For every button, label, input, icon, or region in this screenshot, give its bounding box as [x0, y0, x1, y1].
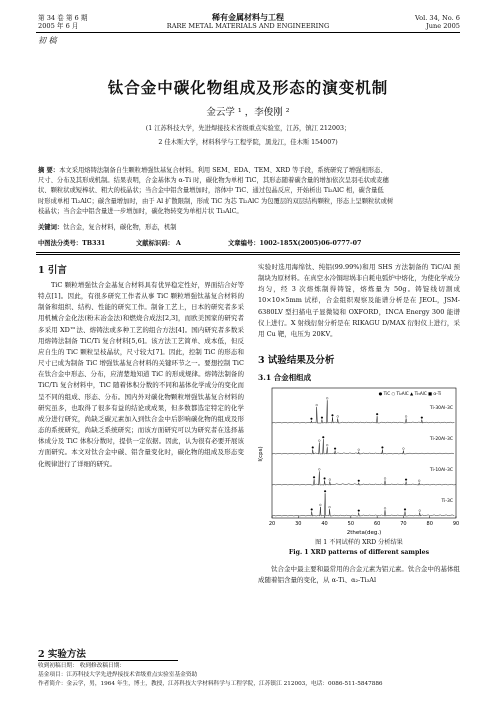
section-3-1-heading: 3.1 合金相组成 [258, 373, 312, 382]
x-tick-label: 80 [426, 521, 433, 527]
peak-marker [404, 509, 406, 511]
journal-name-en: RARE METAL MATERIALS AND ENGINEERING [166, 22, 330, 30]
peak-marker [322, 436, 324, 438]
figure-caption-en: Fig. 1 XRD patterns of different samples [288, 549, 430, 556]
peak-marker [337, 416, 339, 418]
peak-marker [329, 479, 331, 481]
peak-marker [382, 447, 384, 449]
x-tick-label: 20 [268, 521, 276, 527]
x-tick-label: 60 [373, 521, 381, 527]
section-1-body: TiC 颗粒增强钛合金基复合材料具有优异稳定性好，界面结合好等特点[1]。因此，有很多研究工作者从事 TiC 颗粒增强钛基复合材料的制备和组织、结构、性能的研究工作。制备工艺上，日本的研究者多采用机械合金化法(粉末冶金法)和燃烧合成法[2,3]，而欧美国家的研究者多采用 XD™法、熔铸法或多种工艺的组合方法[4]。国内研究者多数采用熔铸法制备 TiC/Ti 复合材料[5,6]。该方法工艺简单、成本低，但反应自生的 TiC 颗粒呈枝晶状，尺寸较大[7]。因此，控制 TiC 的形态和尺寸已成为制备 TiC 增强钛基复合材料的关键环节之一。要想控制 TiC 在钛合金中形态、分布，应清楚地知道 TiC 的形成规律。熔铸法制备的 TiC/Ti 复合材料中，TiC 随着体积分数的不同和基体化学成分的变化而呈不同的组成、形态、分布。国内外对碳化物颗粒增强钛基复合材料的研究虽多，也取得了很多有益的结论或成果，但多数都选定特定的化学成分进行研究，尚缺乏碳元素加入到钛合金中后影响碳化物的组成及形态的系统研究，尚缺乏系统研究；而该方面研究可以为研究者在选择基体成分及 TiC 体积分数时，提供一定依据。因此，认为很有必要开展该方面研究。本文对钛合金中碳、铝含量变化时，碳化物的组成及形态变化规律进行了详细的研究。 [38, 281, 244, 468]
peak-marker [313, 476, 315, 478]
peak-marker [329, 506, 331, 508]
affiliation-2: 2 佳木斯大学，材料科学与工程学院，黑龙江，佳木斯 154007) [158, 139, 338, 146]
y-axis-label: I(cps) [258, 446, 264, 462]
chart-legend: ● TiC ○ Ti₂AlC ▲ Ti₃AlC ■ α-Ti [378, 391, 442, 396]
abstract-rule [36, 252, 460, 253]
x-axis-label: 2theta(deg.) [346, 530, 382, 536]
journal-issue-en: Vol. 34, No. 6 [414, 14, 460, 22]
xrd-trace [272, 400, 454, 423]
figure-caption-cn: 图 1 不同试样的 XRD 分析结果 [315, 539, 403, 546]
xrd-trace [272, 471, 456, 485]
series-label: Ti-20Al-3C [429, 437, 453, 443]
peak-marker [384, 507, 386, 509]
peak-marker [376, 413, 378, 415]
peak-marker [358, 510, 360, 512]
section-2-heading: 2 实验方法 [38, 649, 86, 660]
draft-tag: 初 稿 [38, 36, 57, 45]
abstract-line: 时形成单相 Ti₂AlC；碳含量增加时，由于 Al 扩散限制，形成 TiC 为芯 Ti₂AlC 为包覆层的双层结构颗粒，形态上呈颗粒状或树 [38, 197, 394, 205]
journal-date: 2005 年 6 月 [38, 22, 79, 30]
affiliation-1: (1 江苏科技大学，先进焊接技术省级重点实验室，江苏，镇江 212003； [145, 125, 351, 132]
xrd-figure [258, 384, 460, 536]
header-rule [36, 32, 460, 33]
peak-marker [405, 416, 407, 418]
footnote-received: 收到初稿日期： 收到修改稿日期： [38, 663, 126, 669]
peak-marker [384, 478, 386, 480]
section-2-body: 实验时选用海绵钛、纯铝(99.99%)和用 SHS 方法制备的 TiC/Al 预制块为原材料。在真空水冷铜坩埚非自耗电弧炉中熔化，为使化学成分均匀，经 3 次熔炼制得铸锭，熔炼量为 50g。铸锭线切割成 10×10×5mm 试样，合金组织观察及能谱分析是在 JEOL，JSM-6380LV 型扫描电子显微镜和 OXFORD，INCA Energy 300 能谱仪上进行。X 射线衍射分析是在 RIKAGU D/MAX 衍射仪上进行，采用 Cu 靶，电压为 20KV。 [258, 263, 460, 338]
peak-marker [312, 447, 314, 449]
xrd-trace [272, 493, 454, 516]
section-1-heading: 1 引言 [38, 265, 67, 276]
x-tick-label: 50 [347, 521, 355, 527]
paper-title: 钛合金中碳化物组成及形态的演变机制 [107, 78, 389, 97]
peak-marker [326, 397, 328, 399]
peak-marker [324, 490, 326, 492]
journal-name-cn: 稀有金属材料与工程 [212, 12, 284, 22]
peak-marker [316, 404, 318, 406]
peak-marker [358, 449, 360, 451]
abstract-line: 枝晶状；当合金中铝含量进一步增加时，碳化物转变为单相片状 Ti₃AlC。 [38, 207, 243, 215]
x-tick-label: 70 [400, 521, 407, 527]
peak-marker [318, 468, 320, 470]
peak-marker [332, 414, 334, 416]
abstract [38, 166, 460, 217]
document-code: 文献标识码： A [136, 240, 181, 247]
peak-marker [334, 448, 336, 450]
keywords-text: 钛合金，复合材料，碳化物，形态，机制 [63, 224, 177, 231]
section-3-body: 钛合金中最主要和最常用的合金元素为铝元素。钛合金中的基体组成随着铝含量的变化，从 α-Ti、α₂-Ti₃Al [258, 565, 460, 585]
series-label: Ti-10Al-3C [429, 468, 453, 474]
footnote-rule [38, 660, 178, 661]
peak-marker [319, 504, 321, 506]
journal-date-en: June 2005 [426, 22, 460, 30]
series-label: Ti-30Al-3C [429, 406, 453, 412]
abstract-label: 摘 要： [38, 167, 60, 174]
peak-marker [421, 417, 423, 419]
peak-marker [318, 440, 320, 442]
x-tick-label: 30 [295, 521, 302, 527]
peak-marker [403, 448, 405, 450]
xrd-trace [272, 439, 454, 454]
x-tick-label: 40 [321, 521, 328, 527]
section-3-heading: 3 试验结果及分析 [258, 355, 335, 366]
journal-volume: 第 34 卷 第 6 期 [38, 14, 88, 22]
article-number: 文章编号：1002-185X(2005)06-0777-07 [228, 240, 362, 247]
peak-marker [311, 418, 313, 420]
peak-marker [405, 479, 407, 481]
x-tick-label: 90 [452, 521, 460, 527]
peak-marker [326, 444, 328, 446]
peak-marker [418, 480, 420, 482]
peak-marker [358, 480, 360, 482]
footnote-author: 作者简介：金云学，男，1964 年生，博士，教授，江苏科技大学材料科学与工程学院，江苏镇江 212003，电话：0086-511-5847886 [38, 681, 383, 687]
clc-number: 中图法分类号：TB331 [38, 240, 106, 247]
authors: 金云学 ¹ ，李俊刚 ² [206, 107, 290, 118]
peak-marker [321, 417, 323, 419]
series-label: Ti-3C [441, 499, 453, 505]
keywords [38, 222, 177, 231]
abstract-line: 本文采用熔铸法制备自生颗粒增强钛基复合材料。利用 SEM、EDA、TEM、XRD 等手段，系统研究了增强相形态、 [59, 167, 387, 174]
peak-marker [311, 509, 313, 511]
footnote-fund: 基金项目：江苏科技大学先进焊接技术省级重点实验室基金资助 [38, 672, 198, 678]
keywords-label: 关键词： [38, 224, 64, 231]
peak-marker [419, 510, 421, 512]
abstract-line: 状、颗粒状或短棒状、粗大的枝晶状；当合金中铝含量增加时，溶体中 TiC、通过包晶反应，开始析出 Ti₂AlC 相，碳含量低 [38, 187, 384, 195]
abstract-rule-thin [36, 254, 460, 255]
peak-marker [324, 478, 326, 480]
abstract-line: 尺寸、分布及其形成机制。结果表明，合金基体为 α-Ti 时，碳化物为单相 TiC，其形态随着碳含量的增加依次呈羽毛状或麦穗 [38, 177, 389, 185]
